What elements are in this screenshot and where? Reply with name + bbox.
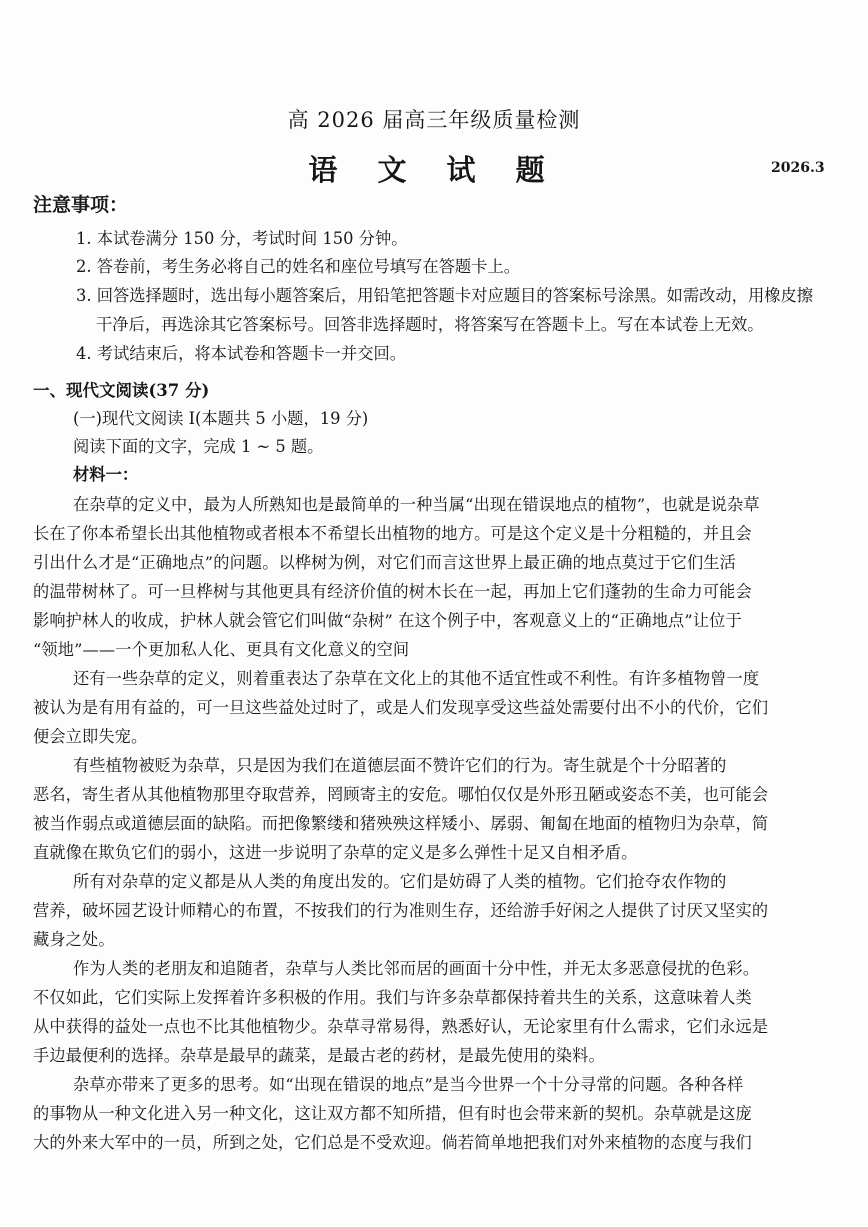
passage-line: 被认为是有用有益的，可一旦这些益处过时了，或是人们发现享受这些益处需要付出不小的代价，它们: [33, 698, 769, 717]
notice-item: 2. 答卷前，考生务必将自己的姓名和座位号填写在答题卡上。: [76, 257, 521, 276]
passage-line: 藏身之处。: [33, 930, 115, 949]
passage-line: 被当作弱点或道德层面的缺陷。而把像繁缕和猪殃殃这样矮小、孱弱、匍匐在地面的植物归为杂草，简: [33, 814, 769, 833]
notice-item: 4. 考试结束后，将本试卷和答题卡一并交回。: [76, 344, 407, 363]
material-heading: 材料一：: [73, 465, 139, 484]
exam-date: 2026.3: [771, 160, 825, 176]
passage-line: 还有一些杂草的定义，则着重表达了杂草在文化上的其他不适宜性或不利性。有许多植物曾一度: [73, 669, 760, 688]
passage-line: 在杂草的定义中，最为人所熟知也是最简单的一种当属“出现在错误地点的植物”，也就是说杂草: [73, 495, 760, 514]
passage-line: 引出什么才是“正确地点”的问题。以桦树为例，对它们而言这世界上最正确的地点莫过于它们生活: [33, 553, 737, 572]
passage-line: 有些植物被贬为杂草，只是因为我们在道德层面不赞许它们的行为。寄生就是个十分昭著的: [73, 756, 727, 775]
passage-line: 的温带树林了。可一旦桦树与其他更具有经济价值的树木长在一起，再加上它们蓬勃的生命力可能会: [33, 582, 752, 601]
passage-line: 不仅如此，它们实际上发挥着许多积极的作用。我们与许多杂草都保持着共生的关系，这意味着人类: [33, 988, 752, 1007]
section-heading: 一、现代文阅读(37 分): [33, 381, 210, 400]
passage-line: 的事物从一种文化进入另一种文化，这让双方都不知所措，但有时也会带来新的契机。杂草就是这庞: [33, 1104, 752, 1123]
passage-line: 便会立即失宠。: [33, 727, 148, 746]
notice-heading: 注意事项：: [33, 194, 129, 216]
passage-line: 所有对杂草的定义都是从人类的角度出发的。它们是妨碍了人类的植物。它们抢夺农作物的: [73, 872, 727, 891]
subsection-heading: (一)现代文阅读 Ⅰ(本题共 5 小题，19 分): [73, 409, 369, 428]
passage-line: 营养，破坏园艺设计师精心的布置，不按我们的行为准则生存，还给游手好闲之人提供了讨厌又坚实的: [33, 901, 769, 920]
passage-line: 手边最便利的选择。杂草是最早的蔬菜，是最古老的药材，是最先使用的染料。: [33, 1046, 605, 1065]
passage-line: 作为人类的老朋友和追随者，杂草与人类比邻而居的画面十分中性，并无太多恶意侵扰的色彩。: [73, 959, 760, 978]
passage-line: 大的外来大军中的一员，所到之处，它们总是不受欢迎。倘若简单地把我们对外来植物的态度与我们: [33, 1133, 752, 1152]
passage-line: 杂草亦带来了更多的思考。如“出现在错误的地点”是当今世界一个十分寻常的问题。各种各样: [73, 1075, 744, 1094]
exam-subtitle: 高 2026 届高三年级质量检测: [287, 108, 581, 132]
reading-instruction: 阅读下面的文字，完成 1 ~ 5 题。: [73, 437, 324, 456]
passage-line: 直就像在欺负它们的弱小，这进一步说明了杂草的定义是多么弹性十足又自相矛盾。: [33, 843, 638, 862]
notice-item: 3. 回答选择题时，选出每小题答案后，用铅笔把答题卡对应题目的答案标号涂黑。如需改动，用橡皮擦: [76, 286, 814, 305]
exam-title: 语 文 试 题: [308, 153, 560, 187]
passage-line: 恶名，寄生者从其他植物那里夺取营养，罔顾寄主的安危。哪怕仅仅是外形丑陋或姿态不美，也可能会: [33, 785, 769, 804]
notice-item-continuation: 干净后，再选涂其它答案标号。回答非选择题时，将答案写在答题卡上。写在本试卷上无效。: [96, 315, 764, 334]
passage-line: “领地”——一个更加私人化、更具有文化意义的空间: [33, 640, 410, 659]
passage-line: 从中获得的益处一点也不比其他植物少。杂草寻常易得，熟悉好认，无论家里有什么需求，它们永远是: [33, 1017, 769, 1036]
passage-line: 长在了你本希望长出其他植物或者根本不希望长出植物的地方。可是这个定义是十分粗糙的，并且会: [33, 524, 752, 543]
passage-line: 影响护林人的收成，护林人就会管它们叫做“杂树” 在这个例子中，客观意义上的“正确地点”让位于: [33, 611, 742, 630]
notice-item: 1. 本试卷满分 150 分，考试时间 150 分钟。: [76, 229, 408, 248]
